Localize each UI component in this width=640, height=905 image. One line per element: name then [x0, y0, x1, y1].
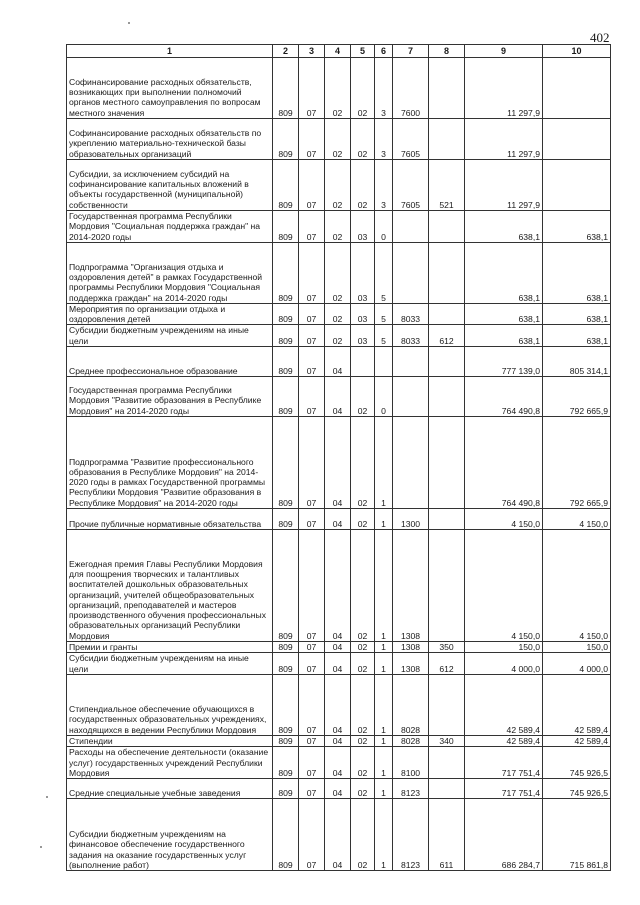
col-5-cell: 02: [351, 747, 375, 779]
col-4-cell: 04: [325, 799, 351, 871]
col-7-cell: 7605: [393, 119, 429, 160]
col-7-cell: 1300: [393, 509, 429, 530]
table-row: [67, 119, 611, 160]
col-3-cell: 07: [299, 417, 325, 509]
col-8-cell: 521: [429, 160, 465, 211]
col-8-cell: 350: [429, 642, 465, 653]
col-2-cell: 809: [273, 735, 299, 746]
col-6-cell: 0: [375, 377, 393, 417]
row-name-cell: Субсидии бюджетным учреждениям на иные цели: [67, 653, 273, 675]
col-6-cell: 1: [375, 653, 393, 675]
col-9-cell: 4 000,0: [465, 653, 543, 675]
col-4-cell: 02: [325, 242, 351, 303]
col-7-cell: [393, 211, 429, 243]
header-col-5: 5: [351, 45, 375, 58]
header-col-6: 6: [375, 45, 393, 58]
col-8-cell: [429, 377, 465, 417]
col-8-cell: [429, 119, 465, 160]
col-4-cell: 04: [325, 347, 351, 377]
col-10-cell: 638,1: [543, 211, 611, 243]
col-9-cell: 638,1: [465, 303, 543, 325]
col-10-cell: 715 861,8: [543, 799, 611, 871]
col-10-cell: 745 926,5: [543, 779, 611, 799]
header-col-2: 2: [273, 45, 299, 58]
scan-speck: [128, 22, 130, 24]
col-4-cell: 04: [325, 735, 351, 746]
col-9-cell: 4 150,0: [465, 509, 543, 530]
header-col-10: 10: [543, 45, 611, 58]
col-2-cell: 809: [273, 509, 299, 530]
col-7-cell: 7605: [393, 160, 429, 211]
col-3-cell: 07: [299, 653, 325, 675]
col-3-cell: 07: [299, 799, 325, 871]
col-6-cell: 3: [375, 58, 393, 119]
col-8-cell: [429, 747, 465, 779]
col-3-cell: 07: [299, 325, 325, 347]
table-row: [67, 530, 611, 642]
col-2-cell: 809: [273, 653, 299, 675]
col-4-cell: 02: [325, 211, 351, 243]
col-9-cell: 764 490,8: [465, 417, 543, 509]
col-10-cell: [543, 160, 611, 211]
row-name-cell: Государственная программа Республики Мордовия "Социальная поддержка граждан" на 2014-2020 годы: [67, 211, 273, 243]
table-row: [67, 653, 611, 675]
col-5-cell: 03: [351, 325, 375, 347]
col-8-cell: [429, 674, 465, 735]
col-5-cell: 02: [351, 119, 375, 160]
table-body: [67, 58, 611, 871]
col-2-cell: 809: [273, 211, 299, 243]
col-3-cell: 07: [299, 735, 325, 746]
col-9-cell: 717 751,4: [465, 747, 543, 779]
col-3-cell: 07: [299, 509, 325, 530]
table-row: [67, 509, 611, 530]
col-3-cell: 07: [299, 642, 325, 653]
row-name-cell: Подпрограмма "Организация отдыха и оздоровления детей" в рамках Государственной программы Республики Мордовия "Социальная поддержка граждан" на 2014-2020 годы: [67, 242, 273, 303]
col-2-cell: 809: [273, 417, 299, 509]
col-3-cell: 07: [299, 211, 325, 243]
col-8-cell: [429, 242, 465, 303]
col-7-cell: [393, 242, 429, 303]
col-6-cell: 1: [375, 779, 393, 799]
col-9-cell: 638,1: [465, 211, 543, 243]
col-5-cell: 03: [351, 303, 375, 325]
header-col-7: 7: [393, 45, 429, 58]
row-name-cell: Государственная программа Республики Мордовия "Развитие образования в Республике Мордовия" на 2014-2020 годы: [67, 377, 273, 417]
col-8-cell: 612: [429, 653, 465, 675]
col-9-cell: 764 490,8: [465, 377, 543, 417]
col-2-cell: 809: [273, 347, 299, 377]
header-col-8: 8: [429, 45, 465, 58]
row-name-cell: Расходы на обеспечение деятельности (оказание услуг) государственных учреждений Республики Мордовия: [67, 747, 273, 779]
col-5-cell: [351, 347, 375, 377]
col-2-cell: 809: [273, 779, 299, 799]
col-10-cell: 150,0: [543, 642, 611, 653]
col-4-cell: 04: [325, 779, 351, 799]
col-5-cell: 02: [351, 58, 375, 119]
header-col-3: 3: [299, 45, 325, 58]
col-9-cell: 638,1: [465, 325, 543, 347]
col-10-cell: 745 926,5: [543, 747, 611, 779]
col-5-cell: 02: [351, 735, 375, 746]
col-10-cell: 805 314,1: [543, 347, 611, 377]
col-8-cell: [429, 779, 465, 799]
col-2-cell: 809: [273, 160, 299, 211]
scan-speck: [46, 796, 48, 798]
col-6-cell: 5: [375, 325, 393, 347]
header-row: [67, 45, 611, 58]
col-5-cell: 03: [351, 242, 375, 303]
col-8-cell: [429, 509, 465, 530]
table-row: [67, 674, 611, 735]
col-4-cell: 04: [325, 530, 351, 642]
col-10-cell: 42 589,4: [543, 735, 611, 746]
row-name-cell: Субсидии бюджетным учреждениям на финансовое обеспечение государственного задания на оказание государственных услуг (выполнение работ): [67, 799, 273, 871]
row-name-cell: Прочие публичные нормативные обязательства: [67, 509, 273, 530]
table-row: [67, 779, 611, 799]
col-2-cell: 809: [273, 799, 299, 871]
col-3-cell: 07: [299, 747, 325, 779]
row-name-cell: Стипендии: [67, 735, 273, 746]
col-8-cell: [429, 303, 465, 325]
col-4-cell: 04: [325, 509, 351, 530]
col-3-cell: 07: [299, 347, 325, 377]
col-3-cell: 07: [299, 779, 325, 799]
col-4-cell: 02: [325, 325, 351, 347]
row-name-cell: Софинансирование расходных обязательств по укреплению материально-технической базы образовательных организаций: [67, 119, 273, 160]
header-col-4: 4: [325, 45, 351, 58]
header-col-1: 1: [67, 45, 273, 58]
row-name-cell: Ежегодная премия Главы Республики Мордовия для поощрения творческих и талантливых воспитателей дошкольных образовательных организаций, учителей общеобразовательных организаций, преподавателей и мастеров производственного обучения профессиональных образовательных организаций Республики Мордовия: [67, 530, 273, 642]
col-10-cell: 638,1: [543, 325, 611, 347]
row-name-cell: Софинансирование расходных обязательств, возникающих при выполнении полномочий органов местного самоуправления по вопросам местного значения: [67, 58, 273, 119]
col-6-cell: 3: [375, 160, 393, 211]
col-7-cell: 8028: [393, 674, 429, 735]
col-4-cell: 04: [325, 747, 351, 779]
col-5-cell: 02: [351, 160, 375, 211]
col-5-cell: 02: [351, 530, 375, 642]
col-6-cell: 1: [375, 417, 393, 509]
table-row: [67, 303, 611, 325]
table-row: [67, 347, 611, 377]
col-10-cell: 638,1: [543, 242, 611, 303]
col-2-cell: 809: [273, 303, 299, 325]
col-9-cell: 150,0: [465, 642, 543, 653]
budget-table: [66, 44, 611, 871]
table-row: [67, 58, 611, 119]
col-2-cell: 809: [273, 242, 299, 303]
col-10-cell: [543, 119, 611, 160]
row-name-cell: Стипендиальное обеспечение обучающихся в государственных образовательных учреждениях, находящихся в ведении Республики Мордовия: [67, 674, 273, 735]
col-9-cell: 638,1: [465, 242, 543, 303]
col-3-cell: 07: [299, 242, 325, 303]
col-8-cell: 612: [429, 325, 465, 347]
scan-speck: [40, 846, 42, 848]
col-7-cell: 8033: [393, 325, 429, 347]
col-4-cell: 04: [325, 642, 351, 653]
col-10-cell: 792 665,9: [543, 417, 611, 509]
col-5-cell: 02: [351, 509, 375, 530]
col-4-cell: 04: [325, 653, 351, 675]
col-5-cell: 02: [351, 642, 375, 653]
col-2-cell: 809: [273, 674, 299, 735]
col-8-cell: [429, 530, 465, 642]
col-4-cell: 04: [325, 417, 351, 509]
table-row: [67, 211, 611, 243]
table-row: [67, 799, 611, 871]
col-7-cell: 1308: [393, 653, 429, 675]
col-7-cell: 8033: [393, 303, 429, 325]
col-3-cell: 07: [299, 377, 325, 417]
row-name-cell: Мероприятия по организации отдыха и оздоровления детей: [67, 303, 273, 325]
col-7-cell: 8100: [393, 747, 429, 779]
col-9-cell: 11 297,9: [465, 160, 543, 211]
col-9-cell: 42 589,4: [465, 674, 543, 735]
col-6-cell: 5: [375, 242, 393, 303]
col-8-cell: [429, 347, 465, 377]
col-7-cell: [393, 417, 429, 509]
col-6-cell: 1: [375, 509, 393, 530]
col-3-cell: 07: [299, 58, 325, 119]
col-5-cell: 02: [351, 674, 375, 735]
col-6-cell: 1: [375, 747, 393, 779]
col-10-cell: 638,1: [543, 303, 611, 325]
col-3-cell: 07: [299, 530, 325, 642]
col-2-cell: 809: [273, 747, 299, 779]
col-2-cell: 809: [273, 119, 299, 160]
row-name-cell: Средние специальные учебные заведения: [67, 779, 273, 799]
table-row: [67, 417, 611, 509]
table-row: [67, 325, 611, 347]
table-row: [67, 377, 611, 417]
col-5-cell: 03: [351, 211, 375, 243]
row-name-cell: Подпрограмма "Развитие профессионального образования в Республике Мордовия" на 2014-2020 годы в рамках Государственной программы Республики Мордовия "Развитие образования в Республике Мордовия" на 2014-2020 годы: [67, 417, 273, 509]
col-5-cell: 02: [351, 779, 375, 799]
col-4-cell: 02: [325, 160, 351, 211]
col-9-cell: 4 150,0: [465, 530, 543, 642]
col-10-cell: 4 150,0: [543, 530, 611, 642]
table-row: [67, 242, 611, 303]
col-2-cell: 809: [273, 58, 299, 119]
col-8-cell: 340: [429, 735, 465, 746]
header-col-9: 9: [465, 45, 543, 58]
col-3-cell: 07: [299, 160, 325, 211]
row-name-cell: Среднее профессиональное образование: [67, 347, 273, 377]
col-6-cell: 1: [375, 799, 393, 871]
col-6-cell: 1: [375, 674, 393, 735]
col-6-cell: 1: [375, 642, 393, 653]
col-5-cell: 02: [351, 377, 375, 417]
col-10-cell: 42 589,4: [543, 674, 611, 735]
col-6-cell: 5: [375, 303, 393, 325]
col-9-cell: 11 297,9: [465, 58, 543, 119]
col-6-cell: 0: [375, 211, 393, 243]
col-3-cell: 07: [299, 674, 325, 735]
row-name-cell: Премии и гранты: [67, 642, 273, 653]
col-7-cell: 8123: [393, 799, 429, 871]
col-2-cell: 809: [273, 530, 299, 642]
col-3-cell: 07: [299, 119, 325, 160]
col-6-cell: 1: [375, 530, 393, 642]
col-8-cell: [429, 211, 465, 243]
col-4-cell: 02: [325, 303, 351, 325]
col-6-cell: [375, 347, 393, 377]
col-9-cell: 11 297,9: [465, 119, 543, 160]
col-4-cell: 02: [325, 58, 351, 119]
table-row: [67, 735, 611, 746]
col-10-cell: [543, 58, 611, 119]
table-row: [67, 160, 611, 211]
col-7-cell: 1308: [393, 530, 429, 642]
col-7-cell: 8028: [393, 735, 429, 746]
col-9-cell: 686 284,7: [465, 799, 543, 871]
col-4-cell: 02: [325, 119, 351, 160]
col-5-cell: 02: [351, 417, 375, 509]
col-7-cell: 7600: [393, 58, 429, 119]
col-10-cell: 4 000,0: [543, 653, 611, 675]
row-name-cell: Субсидии бюджетным учреждениям на иные цели: [67, 325, 273, 347]
col-4-cell: 04: [325, 674, 351, 735]
col-7-cell: [393, 347, 429, 377]
col-10-cell: 4 150,0: [543, 509, 611, 530]
row-name-cell: Субсидии, за исключением субсидий на софинансирование капитальных вложений в объекты государственной (муниципальной) собственности: [67, 160, 273, 211]
col-7-cell: 8123: [393, 779, 429, 799]
col-9-cell: 717 751,4: [465, 779, 543, 799]
col-5-cell: 02: [351, 799, 375, 871]
col-6-cell: 1: [375, 735, 393, 746]
table-row: [67, 747, 611, 779]
col-8-cell: 611: [429, 799, 465, 871]
col-5-cell: 02: [351, 653, 375, 675]
col-8-cell: [429, 58, 465, 119]
col-9-cell: 777 139,0: [465, 347, 543, 377]
col-7-cell: 1308: [393, 642, 429, 653]
table-row: [67, 642, 611, 653]
col-10-cell: 792 665,9: [543, 377, 611, 417]
col-8-cell: [429, 417, 465, 509]
col-7-cell: [393, 377, 429, 417]
col-9-cell: 42 589,4: [465, 735, 543, 746]
col-2-cell: 809: [273, 325, 299, 347]
col-2-cell: 809: [273, 642, 299, 653]
col-2-cell: 809: [273, 377, 299, 417]
page-number: 402: [590, 30, 610, 45]
col-3-cell: 07: [299, 303, 325, 325]
col-4-cell: 04: [325, 377, 351, 417]
col-6-cell: 3: [375, 119, 393, 160]
